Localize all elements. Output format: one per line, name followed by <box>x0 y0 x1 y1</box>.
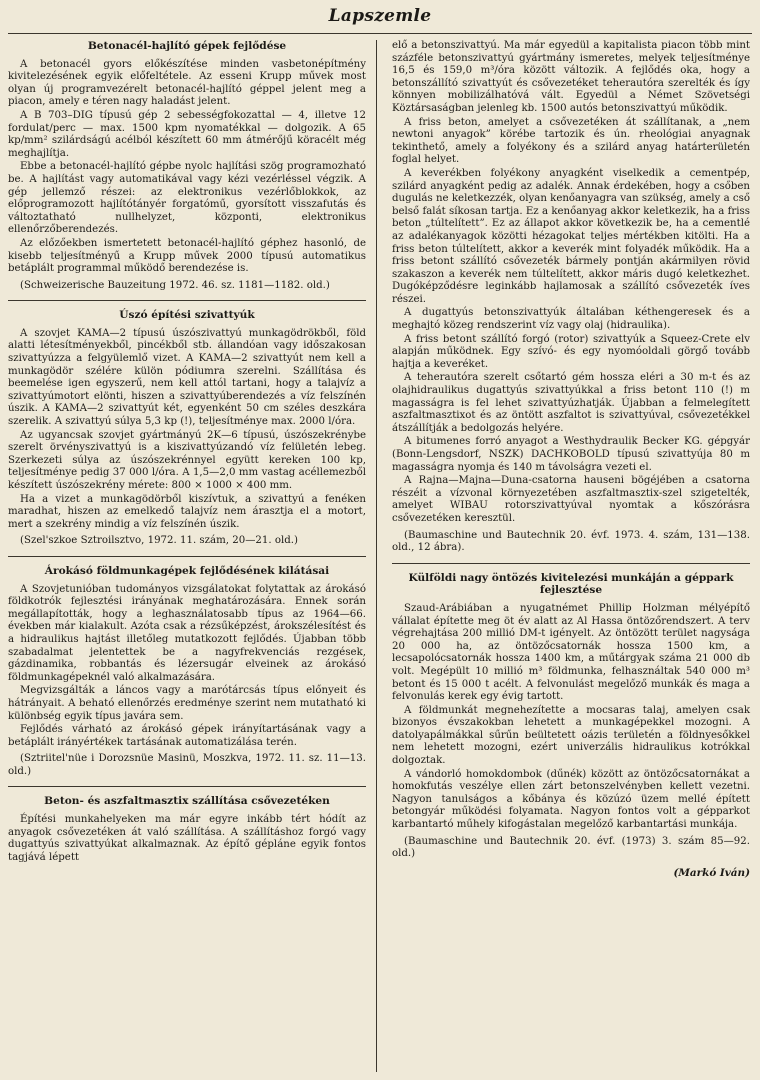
article-paragraph: A szovjet KAMA—2 típusú úszószivattyú munkagödrökből, föld alatti létesítményekből, pincékből stb. állandóan vagy időszakosan szivattyúzza a felgyülemlő vizet. A KAMA—2 szivattyút nem kell a munkagödör szélére külön pódiumra szerelni. Szállítása és beemelése igen egyszerű, nem kell attól tartani, hogy a talajvíz a szivattyúmotort elönti, hiszen a szivattyúberendezés a víz felszínén úszik. A KAMA—2 szivattyút két, egyenként 50 cm széles deszkára szerelik. A szivattyú súlya 5,3 kp (!), teljesítménye max. 2000 l/óra. <box>8 327 366 428</box>
article-paragraph: Építési munkahelyeken ma már egyre inkább tért hódít az anyagok csővezetéken át való szállítása. A szállításhoz forgó vagy dugattyús szivattyúkat alkalmaznak. Az építő gépláne egyik fontos tagjává lépett <box>8 814 366 863</box>
article-paragraph: A B 703–DIG típusú gép 2 sebességfokozattal — 4, illetve 12 fordulat/perc — max. 1500 kpm nyomatékkal — dolgozik. A 65 kp/mm² szilárdságú acélból készített 60 mm átmérőjű köracélt még meghajlítja. <box>8 109 366 159</box>
article-paragraph: elő a betonszivattyú. Ma már egyedül a kapitalista piacon több mint százféle betonszivattyú gyártmány ismeretes, melyek teljesítménye 16,5 és 159,0 m³/óra között változik. A fejlődés oka, hogy a betonszállító szivattyút és csővezetéket teherautóra szerelték és így könnyen mobilizálhatóvá vált. Egyedül a Német Szövetségi Köztársaságban jelenleg kb. 1500 autós betonszivattyú működik. <box>392 40 750 114</box>
article-paragraph: A betonacél gyors előkészítése minden vasbetonépítmény kivitelezésének egyik előfeltétele. Az esseni Krupp művek most olyan új programvezérelt betonacél-hajlító géppel jelent meg a piacon, amely e téren nagy haladást jelent. <box>8 58 366 108</box>
article-paragraph: A földmunkát megnehezítette a mocsaras talaj, amelyen csak bizonyos évszakokban lehetett a munkagépekkel mozogni. A datolyapálmákkal sűrűn beültetett oázis területén a földnyesőkkel nem lehetett mozogni, ezért univerzális hidraulikus kotrókkal dolgoztak. <box>392 704 750 767</box>
article-title: Külföldi nagy öntözés kivitelezési munkáján a géppark fejlesztése <box>408 571 734 597</box>
article-paragraph: A teherautóra szerelt csőtartó gém hossza eléri a 30 m-t és az olajhidraulikus dugattyús szivattyúkkal a friss betont 110 (!) m magasságra is fel lehet szivattyúzhatják. Újabban a felmelegített aszfaltmasztixot és az öntött aszfaltot is szivattyúval, csővezetékkel átszállítják a bedolgozás helyére. <box>392 372 750 434</box>
article-citation: (Szel'szkoe Sztroilsztvo, 1972. 11. szám, 20—21. old.) <box>20 535 298 547</box>
article-paragraph: Ebbe a betonacél-hajlító gépbe nyolc hajlítási szög programozható be. A hajlítást vagy automatikával vagy kézi vezérléssel végzik. A gép jellemző részei: az elektronikus vezérlőblokkok, az előprogramozott hajlítótányér forgatómű, gyorsított visszafutás és változtatható nullhelyzet, központi, elektronikus ellenőrzőberendezés. <box>8 161 366 236</box>
article-citation: (Baumaschine und Bautechnik 20. évf. (1973) 3. szám 85—92. old.) <box>392 835 750 860</box>
column-divider <box>376 40 377 1072</box>
article-paragraph: A Szovjetunióban tudományos vizsgálatokat folytattak az árokásó földkotrók fejlesztési irányának meghatározására. Ennek során megállapították, hogy a leghasználatosabb típus az 1964—66. években már kialakult. Azóta csak a rézsűképzést, árokszélesítést és a hidraulikus hajtást illetőleg mutatkozott fejlődés. Újabban több szabadalmat jelentettek be a nagyfrekvenciás rezgések, gázdinamika, robbantás és lézersugár elveinek az árokásó földmunkagépeknél való alkalmazására. <box>8 583 366 683</box>
header-rule <box>8 33 752 34</box>
article-paragraph: A keverékben folyékony anyagként viselkedik a cementpép, szilárd anyagként pedig az adalék. Annak érdekében, hogy a csőben dugulás ne keletkezzék, olyan kenőanyagra van szükség, amely a cső belső falát síkosan tartja. Ez a kenőanyag akkor keletkezik, ha a friss beton „túltelített”. Ez az állapot akkor következik be, ha a cementlé az adalékanyagok közötti hézagokat teljes mértékben kitölti. Ha a friss beton túltelített, akkor a keverék mint folyadék működik. Ha a friss betont szállító csővezeték bármely pontján akármilyen rövid szakaszon a keverék nem túltelített, akkor máris dugó keletkezhet. Dugóképződésre leginkább hajlamosak a szállító csővezeték íves részei. <box>392 167 750 305</box>
article-paragraph: Szaud-Arábiában a nyugatnémet Phillip Holzman mélyépítő vállalat építette meg öt év alatt az Al Hassa öntözőrendszert. A terv végrehajtása 200 millió DM-t igényelt. Az öntözött terület nagysága 20 000 ha, az öntözőcsatornák hossza 1500 km, a lecsapolócsatornák hossza 1400 km, a műtárgyak száma 21 000 db volt. Megépült 10 millió m³ földmunka, felhasználtak 540 000 m³ betont és 15 000 t acélt. A felvonulást megelőző munkák és maga a felvonulás kerek egy évig tartott. <box>392 602 750 703</box>
article-title: Árokásó földmunkagépek fejlődésének kilátásai <box>44 564 330 577</box>
article-paragraph: Az ugyancsak szovjet gyártmányú 2K—6 típusú, úszószekrénybe szerelt örvényszivattyú is a kiszivattyúzandó víz felületén lebeg. Szerkezeti súlya az úszószekrénnyel együtt kereken 100 kp, teljesítménye pedig 37 000 l/óra. A 1,5—2,0 mm vastag acéllemezből készített úszószekrény mérete: 800 × 1000 × 400 mm. <box>8 429 366 491</box>
article-citation: (Sztriitel'nüe i Dorozsnüe Masinü, Moszkva, 1972. 11. sz. 11—13. old.) <box>8 753 366 777</box>
article-citation: (Baumaschine und Bautechnik 20. évf. 1973. 4. szám, 131—138. old., 12 ábra). <box>392 529 750 554</box>
article-paragraph: A friss beton, amelyet a csővezetéken át szállítanak, a „nem newtoni anyagok” körébe tartozik és ún. rheológiai anyagnak tekinthető, amely a folyékony és a szilárd anyag határterületén foglal helyet. <box>392 116 750 166</box>
article-paragraph: Fejlődés várható az árokásó gépek irányítartásának vagy a betáplált irányértékek tartásának automatizálása terén. <box>8 724 366 748</box>
left-column <box>8 40 366 865</box>
section-divider <box>392 563 750 564</box>
article-title: Úszó építési szivattyúk <box>119 309 255 322</box>
section-divider <box>8 786 366 787</box>
article-title: Betonacél-hajlító gépek fejlődése <box>87 40 287 52</box>
article-paragraph: Ha a vizet a munkagödörből kiszívtuk, a szivattyú a fenéken maradhat, hiszen az emelkedő talajvíz nem árasztja el a motort, mert a szekrény mindig a víz felszínén úszik. <box>8 493 366 530</box>
article-paragraph: A friss betont szállító forgó (rotor) szivattyúk a Squeez-Crete elv alapján működnek. Egy szívó- és egy nyomóoldali görgő tovább hajtja a keveréket. <box>392 333 750 370</box>
author-signature: (Markó Iván) <box>673 866 750 879</box>
article-paragraph: A vándorló homokdombok (dűnék) között az öntözőcsatornákat a homokfutás veszélye ellen zárt betonszelvényben kellett vezetni. Nagyon tanulságos a kőbánya és közúzó üzem mellé épített betongyár működési folyamata. Nagyon fontos volt a gépparkot karbantartó műhely kifogástalan megelőző karbantartási munkája. <box>392 768 750 831</box>
article-citation: (Schweizerische Bauzeitung 1972. 46. sz. 1181—1182. old.) <box>20 279 330 291</box>
article-paragraph: A dugattyús betonszivattyúk általában kéthengeresek és a meghajtó közeg rendszerint víz vagy olaj (hidraulika). <box>392 307 750 332</box>
section-divider <box>8 300 366 301</box>
article-title: Beton- és aszfaltmasztix szállítása csővezetéken <box>44 795 330 808</box>
article-paragraph: A Rajna—Majna—Duna-csatorna hauseni bögéjében a csatorna részéit a vízvonal környezetében aszfaltmasztix-szel szigetelték, amelyet WIBAU rotorszivattyúval nyomtak a kőszórásra csővezetéken keresztül. <box>392 475 750 524</box>
article-paragraph: Megvizsgálták a láncos vagy a marótárcsás típus előnyeit és hátrányait. A beható ellenőrzés eredménye szerint nem mutatható ki különbség egyik típus javára sem. <box>8 685 366 722</box>
article-paragraph: A bitumenes forró anyagot a Westhydraulik Becker KG. gépgyár (Bonn-Lengsdorf, NSZK) DACHKOBOLD típusú szivattyúja 80 m magasságra nyomja és 140 m távolságra vezeti el. <box>392 436 750 473</box>
section-divider <box>8 556 366 557</box>
article-paragraph: Az előzőekben ismertetett betonacél-hajlító géphez hasonló, de kisebb teljesítményű a Krupp művek 2000 típusú automatikus betáplált programmal működő berendezése is. <box>8 237 366 275</box>
right-column <box>392 40 750 879</box>
running-head: Lapszemle <box>328 6 432 26</box>
